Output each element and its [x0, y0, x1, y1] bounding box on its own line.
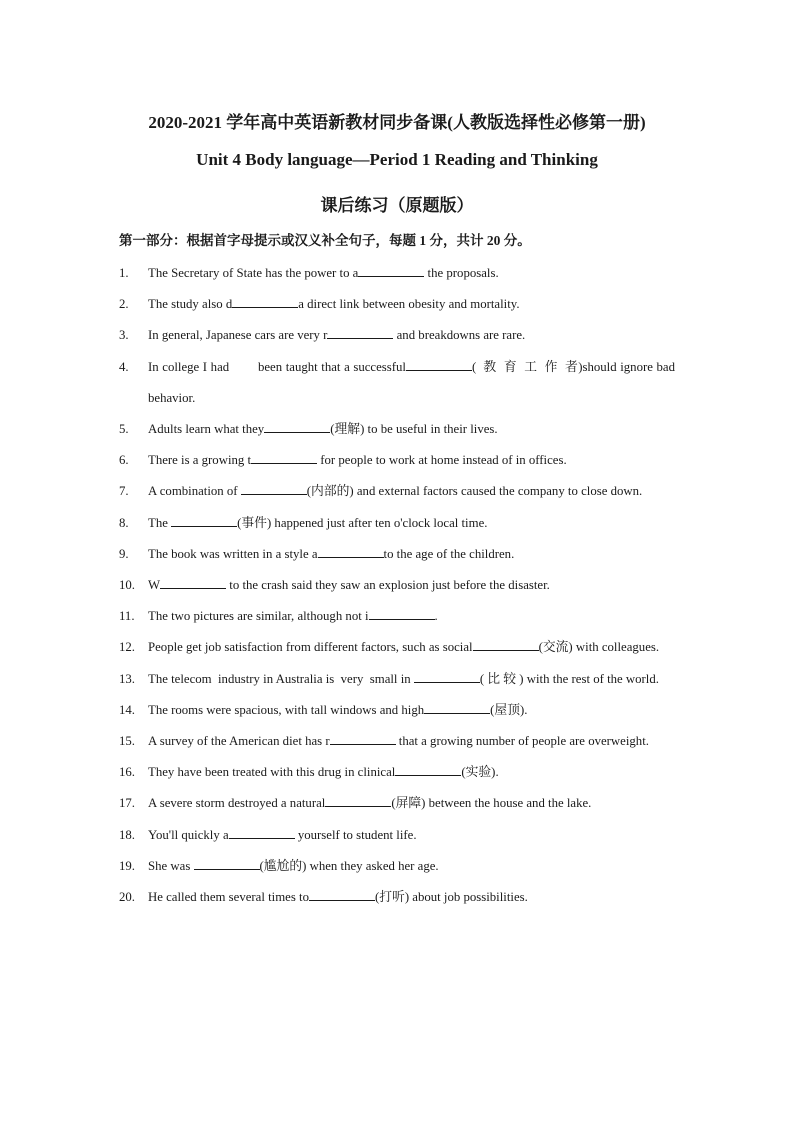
sentence-end: to the crash said they saw an explosion just before the disaster.	[226, 578, 550, 593]
answer-blank[interactable]	[229, 838, 295, 839]
sentence-start: There is a growing t	[148, 453, 252, 468]
exercise-item	[119, 445, 675, 476]
exercise-item	[119, 539, 675, 570]
item-number: 19.	[119, 858, 135, 873]
item-number: 10.	[119, 578, 135, 593]
item-number: 18.	[119, 827, 135, 842]
exercise-item	[119, 414, 675, 445]
item-number: 20.	[119, 890, 135, 905]
item-number: 5.	[119, 422, 129, 437]
sentence-end: (尴尬的) when they asked her age.	[259, 858, 439, 873]
answer-blank[interactable]	[194, 869, 260, 870]
exercise-item	[119, 664, 675, 695]
answer-blank[interactable]	[369, 619, 435, 620]
sentence-start: A survey of the American diet has r	[148, 734, 330, 749]
exercise-item	[119, 632, 675, 663]
exercise-item	[119, 289, 675, 320]
section-heading: 第一部分：根据首字母提示或汉义补全句子，每题 1 分，共计 20 分。	[119, 233, 531, 248]
answer-blank[interactable]	[406, 370, 472, 371]
item-number: 11.	[119, 609, 135, 624]
sentence-start: The study also d	[148, 297, 233, 312]
exercise-item	[119, 601, 675, 632]
sentence-end: to the age of the children.	[383, 546, 515, 561]
answer-blank[interactable]	[241, 494, 307, 495]
item-number: 6.	[119, 453, 129, 468]
sentence-end: (屏障) between the house and the lake.	[391, 796, 592, 811]
answer-blank[interactable]	[358, 276, 424, 277]
sentence-end: yourself to student life.	[294, 827, 417, 842]
sentence-end: and breakdowns are rare.	[393, 328, 526, 343]
sentence-start: The two pictures are similar, although not i	[148, 609, 369, 624]
exercise-item	[119, 788, 675, 819]
title-line-3: 课后练习（原题版）	[320, 196, 474, 215]
answer-blank[interactable]	[330, 744, 396, 745]
sentence-start: You'll quickly a	[148, 827, 229, 842]
item-number: 7.	[119, 484, 129, 499]
sentence-end: ( 教 育 工 作 者)should ignore bad behavior.	[148, 359, 679, 405]
sentence-start: A combination of	[148, 484, 241, 499]
sentence-end: (打听) about job possibilities.	[374, 890, 528, 905]
sentence-start: The rooms were spacious, with tall windows and high	[148, 702, 425, 717]
answer-blank[interactable]	[309, 900, 375, 901]
item-number: 17.	[119, 796, 135, 811]
sentence-end: that a growing number of people are overweight.	[395, 734, 649, 749]
item-number: 15.	[119, 734, 135, 749]
sentence-end: .	[434, 609, 438, 624]
sentence-end: the proposals.	[424, 266, 499, 280]
exercise-item	[119, 820, 675, 851]
item-number: 12.	[119, 640, 135, 655]
sentence-end: (实验).	[461, 765, 499, 780]
answer-blank[interactable]	[473, 650, 539, 651]
sentence-end: for people to work at home instead of in offices.	[317, 453, 567, 468]
exercise-item	[119, 851, 675, 882]
item-number: 8.	[119, 515, 129, 530]
sentence-start: Adults learn what they	[148, 422, 265, 437]
sentence-start: A severe storm destroyed a natural	[148, 796, 326, 811]
exercise-item	[119, 757, 675, 788]
sentence-start: The Secretary of State has the power to a	[148, 266, 359, 280]
sentence-start: In college I had been taught that a successful	[148, 359, 406, 374]
item-number: 3.	[119, 328, 129, 343]
sentence-end: ( 比 较 ) with the rest of the world.	[479, 671, 659, 686]
sentence-end: (理解) to be useful in their lives.	[330, 422, 498, 437]
sentence-start: The book was written in a style a	[148, 546, 318, 561]
exercise-item	[119, 258, 675, 289]
item-number: 2.	[119, 297, 129, 312]
answer-blank[interactable]	[318, 557, 384, 558]
item-number: 9.	[119, 546, 129, 561]
title-line-1: 2020-2021 学年高中英语新教材同步备课(人教版选择性必修第一册)	[148, 113, 646, 132]
exercise-item	[119, 352, 679, 414]
answer-blank[interactable]	[160, 588, 226, 589]
exercise-item	[119, 882, 675, 913]
answer-blank[interactable]	[171, 526, 237, 527]
sentence-start: They have been treated with this drug in clinical	[148, 765, 396, 780]
sentence-end: (屋顶).	[490, 702, 528, 717]
title-line-2: Unit 4 Body language—Period 1 Reading and Thinking	[196, 150, 598, 169]
exercise-list	[119, 258, 679, 913]
sentence-end: a direct link between obesity and mortality.	[298, 297, 520, 312]
item-number: 1.	[119, 266, 129, 280]
sentence-start: The	[148, 515, 172, 530]
answer-blank[interactable]	[327, 338, 393, 339]
sentence-start: The telecom industry in Australia is very small in	[148, 671, 414, 686]
sentence-end: (交流) with colleagues.	[538, 640, 660, 655]
sentence-start: She was	[148, 858, 194, 873]
item-number: 14.	[119, 702, 135, 717]
item-number: 13.	[119, 671, 135, 686]
exercise-item	[119, 726, 675, 757]
answer-blank[interactable]	[414, 682, 480, 683]
sentence-end: (事件) happened just after ten o'clock local time.	[237, 515, 488, 530]
exercise-item	[119, 320, 675, 351]
item-number: 4.	[119, 359, 129, 374]
answer-blank[interactable]	[251, 463, 317, 464]
exercise-item	[119, 695, 675, 726]
sentence-start: He called them several times to	[148, 890, 309, 905]
answer-blank[interactable]	[424, 713, 490, 714]
answer-blank[interactable]	[232, 307, 298, 308]
answer-blank[interactable]	[395, 775, 461, 776]
sentence-end: (内部的) and external factors caused the company to close down.	[306, 484, 643, 499]
exercise-item	[119, 570, 675, 601]
exercise-item	[119, 508, 675, 539]
exercise-item	[119, 476, 675, 507]
item-number: 16.	[119, 765, 135, 780]
sentence-start: W	[148, 578, 161, 593]
sentence-start: In general, Japanese cars are very r	[148, 328, 328, 343]
answer-blank[interactable]	[325, 806, 391, 807]
answer-blank[interactable]	[264, 432, 330, 433]
sentence-start: People get job satisfaction from different factors, such as social	[148, 640, 473, 655]
